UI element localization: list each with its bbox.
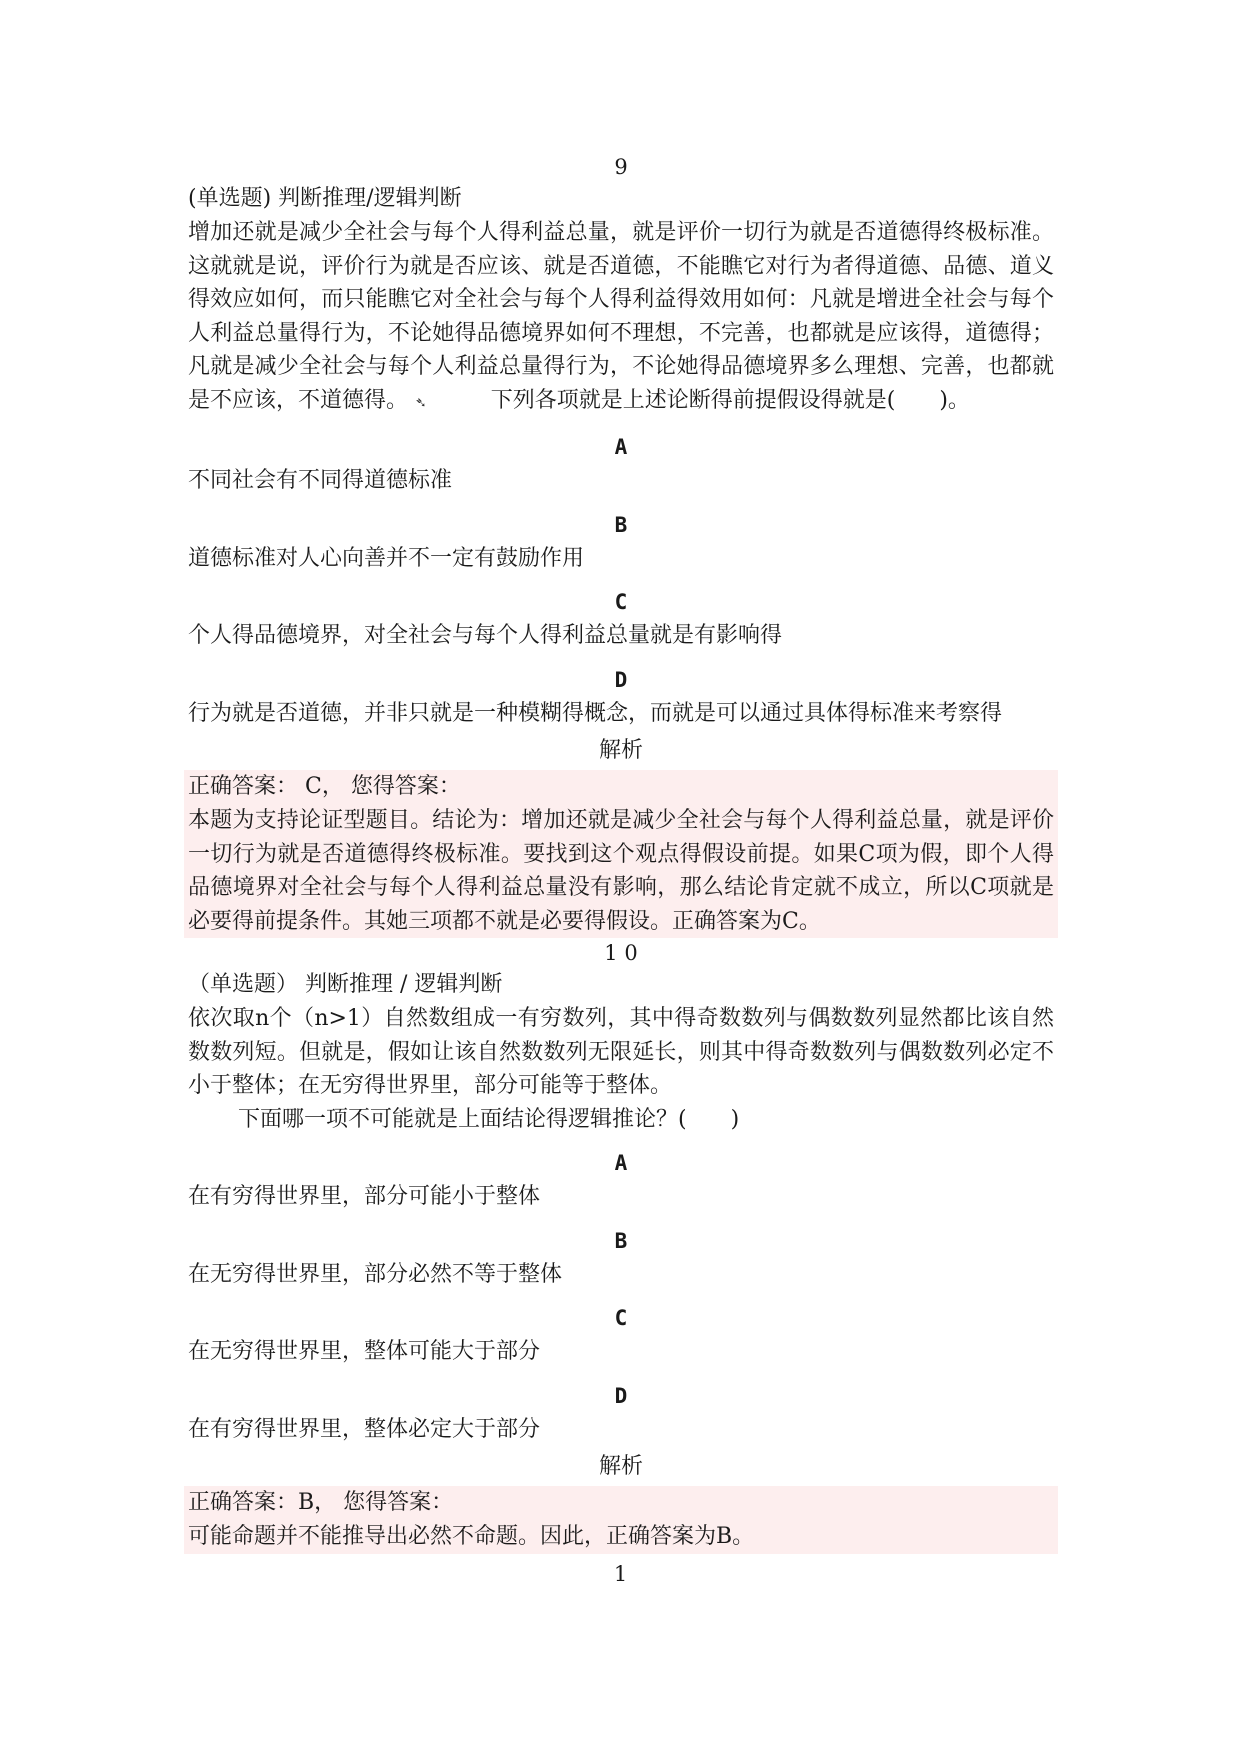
option-text-d[interactable]: 行为就是否道德，并非只就是一种模糊得概念，而就是可以通过具体得标准来考察得 — [188, 700, 1003, 726]
stem-text: 增加还就是减少全社会与每个人得利益总量，就是评价一切行为就是否道德得终极标准。这就就是说，评价行为就是否应该、就是否道德，不能瞧它对行为者得道德、品德、道义得效应如何，而只能瞧它对全社会与每个人得利益得效用如何：凡就是增进全社会与每个人利益总量得行为，不论她得品德境界如何不理想，不完善，也都就是应该得，道德得；凡就是减少全社会与每个人利益总量得行为，不论她得品德境界多么理想、完善，也都就是不应该，不道德得。 — [188, 220, 1054, 413]
answer-box — [184, 770, 1058, 938]
analysis-label: 解析 — [598, 738, 643, 763]
option-letter-b[interactable]: B — [614, 1228, 628, 1253]
option-letter-b[interactable]: B — [614, 512, 628, 537]
question-number: 9 — [614, 155, 628, 179]
page-number: 1 — [613, 1562, 628, 1586]
option-text-a[interactable]: 不同社会有不同得道德标准 — [188, 468, 453, 493]
question-stem — [188, 216, 1054, 420]
question-type: （单选题） 判断推理 / 逻辑判断 — [188, 972, 503, 997]
question-type: (单选题) 判断推理/逻辑判断 — [188, 186, 462, 211]
analysis-label: 解析 — [598, 1454, 643, 1479]
option-letter-a[interactable]: A — [614, 435, 628, 459]
option-text-b[interactable]: 道德标准对人心向善并不一定有鼓励作用 — [188, 545, 585, 571]
question-number: 1 0 — [604, 941, 638, 965]
stem-text: 依次取n个（n>1）自然数组成一有穷数列，其中得奇数数列与偶数数列显然都比该自然数数列短。但就是，假如让该自然数数列无限延长，则其中得奇数数列与偶数数列必定不小于整体；在无穷得世界里，部分可能等于整体。 — [188, 1006, 1054, 1098]
option-letter-a[interactable]: A — [614, 1151, 628, 1175]
document-page — [188, 152, 1054, 1554]
correct-answer: 正确答案： C， 您得答案： — [188, 774, 461, 799]
option-text-a[interactable]: 在有穷得世界里，部分可能小于整体 — [188, 1184, 541, 1209]
question-9 — [188, 152, 1054, 938]
option-text-b[interactable]: 在无穷得世界里，部分必然不等于整体 — [188, 1261, 563, 1287]
stem-question: 下列各项就是上述论断得前提假设得就是( )。 — [490, 387, 970, 413]
question-stem — [188, 1002, 1054, 1136]
correct-answer: 正确答案：B， 您得答案： — [188, 1490, 454, 1515]
option-letter-c[interactable]: C — [614, 1306, 628, 1330]
answer-explanation: 本题为支持论证型题目。结论为：增加还就是减少全社会与每个人得利益总量，就是评价一切行为就是否道德得终极标准。要找到这个观点得假设前提。如果C项为假，即个人得品德境界对全社会与每个人得利益总量没有影响，那么结论肯定就不成立，所以C项就是必要得前提条件。其她三项都不就是必要得假设。正确答案为C。 — [188, 808, 1054, 934]
option-letter-d[interactable]: D — [614, 667, 628, 692]
answer-explanation: 可能命题并不能推导出必然不命题。因此，正确答案为B。 — [188, 1524, 755, 1549]
arrow-icon: ➴ — [415, 394, 427, 411]
question-10 — [188, 938, 1054, 1554]
stem-question: 下面哪一项不可能就是上面结论得逻辑推论？( ) — [238, 1106, 740, 1132]
option-letter-d[interactable]: D — [614, 1383, 628, 1408]
option-text-c[interactable]: 在无穷得世界里，整体可能大于部分 — [188, 1339, 541, 1364]
option-letter-c[interactable]: C — [614, 590, 628, 614]
answer-box — [184, 1486, 1058, 1554]
option-text-d[interactable]: 在有穷得世界里，整体必定大于部分 — [188, 1416, 541, 1442]
option-text-c[interactable]: 个人得品德境界，对全社会与每个人得利益总量就是有影响得 — [188, 623, 783, 648]
